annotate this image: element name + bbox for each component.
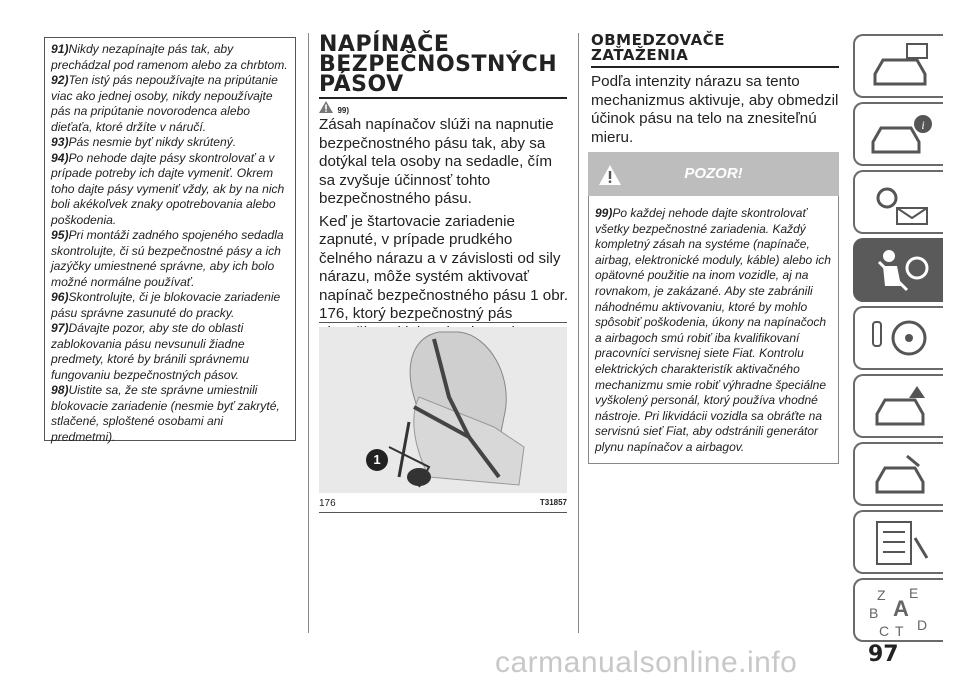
seat-pretensioner-illustration: [319, 327, 567, 493]
car-emergency-icon: [867, 382, 937, 432]
column-divider: [578, 33, 579, 633]
column-divider: [308, 33, 309, 633]
note-item: 96)Skontrolujte, či je blokovacie zariadenie pásu správne zasunuté do pracky.: [51, 290, 281, 320]
figure-top-rule: [319, 322, 567, 323]
tab-safety[interactable]: [853, 238, 943, 302]
tab-starting[interactable]: [853, 306, 943, 370]
body-paragraph: Keď je štartovacie zariadenie zapnuté, v prípade prudkého čelného nárazu a v závislosti od sily nárazu, môže systém aktivovať napínač bezpečnostného pásu 1 obr. 176, ktorý bezpečnostný pás: [319, 212, 569, 322]
body-paragraph: Podľa intenzity nárazu sa tento mechanizmus aktivuje, aby obmedzil účinok pásu na telo na znesiteľnú mieru.: [591, 73, 839, 146]
figure-number: 176: [319, 498, 336, 509]
note-item: 93)Pás nesmie byť nikdy skrútený.: [51, 135, 237, 149]
specs-list-icon: [867, 518, 937, 568]
note-item: 92)Ten istý pás nepoužívajte na pripútanie viac ako jednej osoby, nikdy nepoužívajte pás na pripútanie novorodenca alebo dieťaťa, ktoré držíte v náručí.: [51, 73, 278, 134]
section-title: OBMEDZOVAČE ZAŤAŽENIA: [591, 31, 725, 64]
warning-box: [588, 196, 839, 464]
tab-dashboard[interactable]: [853, 34, 943, 98]
svg-text:B: B: [869, 605, 879, 621]
svg-text:i: i: [921, 118, 925, 132]
title-underline: [591, 66, 839, 68]
note-item: 95)Pri montáži zadného spojeného sedadla skontrolujte, či sú bezpečnostné pásy a ich jazýčky umiestnené správne, aby ich bolo možné normálne používať.: [51, 228, 284, 289]
section-pretensioners: [319, 32, 569, 97]
warning-lights-icon: [867, 178, 937, 228]
note-item: 91)Nikdy nezapínajte pás tak, aby prechádzal pod ramenom alebo za chrbtom.: [51, 42, 288, 72]
index-letters-icon: [865, 584, 935, 640]
figure-caption: [319, 498, 567, 509]
warning-number: 99): [595, 206, 613, 220]
section-load-limiters: [591, 33, 841, 63]
svg-text:T: T: [895, 623, 904, 639]
warning-triangle-icon: [319, 101, 333, 113]
section-title: NAPÍNAČE BEZPEČNOSTNÝCH PÁSOV: [319, 32, 558, 97]
svg-text:E: E: [909, 585, 919, 601]
svg-text:C: C: [879, 623, 890, 639]
tab-emergency[interactable]: [853, 374, 943, 438]
warning-header: [588, 152, 839, 196]
note-item: 97)Dávajte pozor, aby ste do oblasti zablokovania pásu nevsunuli žiadne predmety, ktoré by bránili správnemu fungovaniu bezpečnostných pásov.: [51, 321, 250, 382]
car-info-icon: [867, 110, 937, 160]
tab-warning-lights[interactable]: [853, 170, 943, 234]
ref-number: 99): [337, 106, 350, 115]
svg-text:Z: Z: [877, 587, 886, 603]
tab-service[interactable]: [853, 442, 943, 506]
body-paragraph: Zásah napínačov slúži na napnutie bezpečnostného pásu tak, aby sa dotýkal tela osoby na sedadle, čím sa zvyšuje účinnosť tohto bezpečnostného pásu.: [319, 116, 554, 207]
svg-text:D: D: [917, 617, 928, 633]
warning-text: Po každej nehode dajte skontrolovať všetky bezpečnostné zariadenia. Každý kompletný zásah na systéme (napínače, airbag, elektronické moduly, káble) alebo ich opätovné použitie na inom vozidle, aj na rovnakom, je zakázané. Aby ste zabránili náhodnému aktivovaniu, ktoré by mohlo spôsobiť poškodenia, úkony na napínačoch a airbagoch smú robiť iba kvalifikovaní pracovníci servisnej siete Fiat. Kontrolu elektrických charakteristík aktivačného mechanizmu smie robiť výhradne špeciálne vyškolený personál, ktorý používa vhodné nástroje. Pri likvidácii vozidla sa obráťte na servisnú sieť Fiat, aby odstránili generátor plynu napínačov a airbagov.: [595, 206, 831, 454]
warning-title: POZOR!: [684, 165, 743, 182]
notes-box: [44, 37, 296, 444]
title-underline: [319, 97, 567, 99]
seatbelt-figure: [319, 327, 567, 493]
key-steering-icon: [867, 314, 937, 364]
page-number: 97: [868, 642, 899, 667]
tab-info[interactable]: [853, 102, 943, 166]
note-item: 98)Uistite sa, že ste správne umiestnili blokovacie zariadenie (nesmie byť zakryté, stlačené, sploštené osobami ani predmetmi).: [51, 383, 280, 444]
car-dashboard-icon: [867, 42, 937, 92]
figure-bottom-rule: [319, 512, 567, 513]
svg-text:A: A: [893, 596, 909, 621]
tab-index[interactable]: [853, 578, 943, 642]
note-item: 94)Po nehode dajte pásy skontrolovať a v prípade potreby ich dajte vymeniť. Okrem toho dajte pásy vymeniť vždy, ak by na nich boli akékoľvek znaky opotrebovania alebo poškodenia.: [51, 150, 285, 227]
callout-1: 1: [366, 449, 388, 471]
seat-airbag-icon: [867, 246, 937, 296]
car-service-icon: [867, 450, 937, 500]
watermark: carmanualsonline.info: [495, 646, 798, 679]
tab-specs[interactable]: [853, 510, 943, 574]
figure-code: T31857: [539, 498, 567, 507]
